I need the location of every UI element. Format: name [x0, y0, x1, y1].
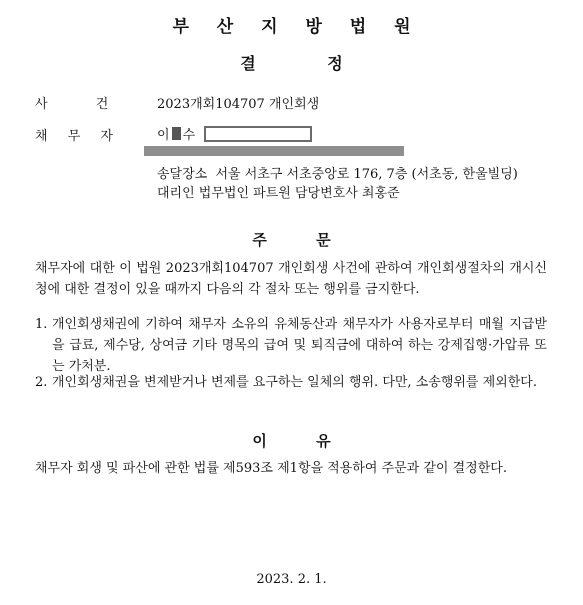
list-item-number: 2.	[35, 375, 48, 390]
list-item-number: 1.	[35, 317, 48, 332]
case-label: 사 건	[35, 97, 109, 112]
address-redaction-bar	[144, 146, 404, 156]
list-item-text: 개인회생채권을 변제받거나 변제를 요구하는 일체의 행위. 다만, 소송행위를 제외한다.	[52, 375, 537, 390]
court-title: 부 산 지 방 법 원	[172, 17, 422, 37]
decision-date: 2023. 2. 1.	[256, 572, 327, 587]
order-heading: 주 문	[252, 231, 331, 249]
list-item	[35, 372, 547, 393]
legal-agent: 대리인 법무법인 파트원 담당변호사 최홍준	[157, 186, 400, 201]
redaction-mark	[172, 127, 181, 140]
order-paragraph: 채무자에 대한 이 법원 2023개회104707 개인회생 사건에 관하여 개인회생절차의 개시신청에 대한 결정이 있을 때까지 다음의 각 절차 또는 행위를 금지한다.	[35, 261, 547, 297]
document-title: 결 정	[240, 54, 343, 73]
list-item-text: 개인회생채권에 기하여 채무자 소유의 유체동산과 채무자가 사용자로부터 매월 지급받을 급료, 제수당, 상여금 기타 명목의 급여 및 퇴직금에 대하여 하는 강제집행·가압류 또는 가처분.	[52, 317, 547, 374]
reason-heading: 이 유	[252, 432, 331, 450]
redaction-box	[204, 126, 312, 142]
case-value: 2023개회104707 개인회생	[157, 97, 320, 112]
debtor-name	[157, 124, 312, 143]
debtor-name-last: 수	[182, 128, 196, 143]
reason-paragraph: 채무자 회생 및 파산에 관한 법률 제593조 제1항을 적용하여 주문과 같이 결정한다.	[35, 461, 507, 476]
debtor-name-first: 이	[157, 128, 170, 143]
debtor-label: 채 무 자	[35, 129, 113, 144]
list-item	[35, 314, 547, 377]
service-address: 송달장소 서울 서초구 서초중앙로 176, 7층 (서초동, 한울빌딩)	[157, 167, 518, 182]
